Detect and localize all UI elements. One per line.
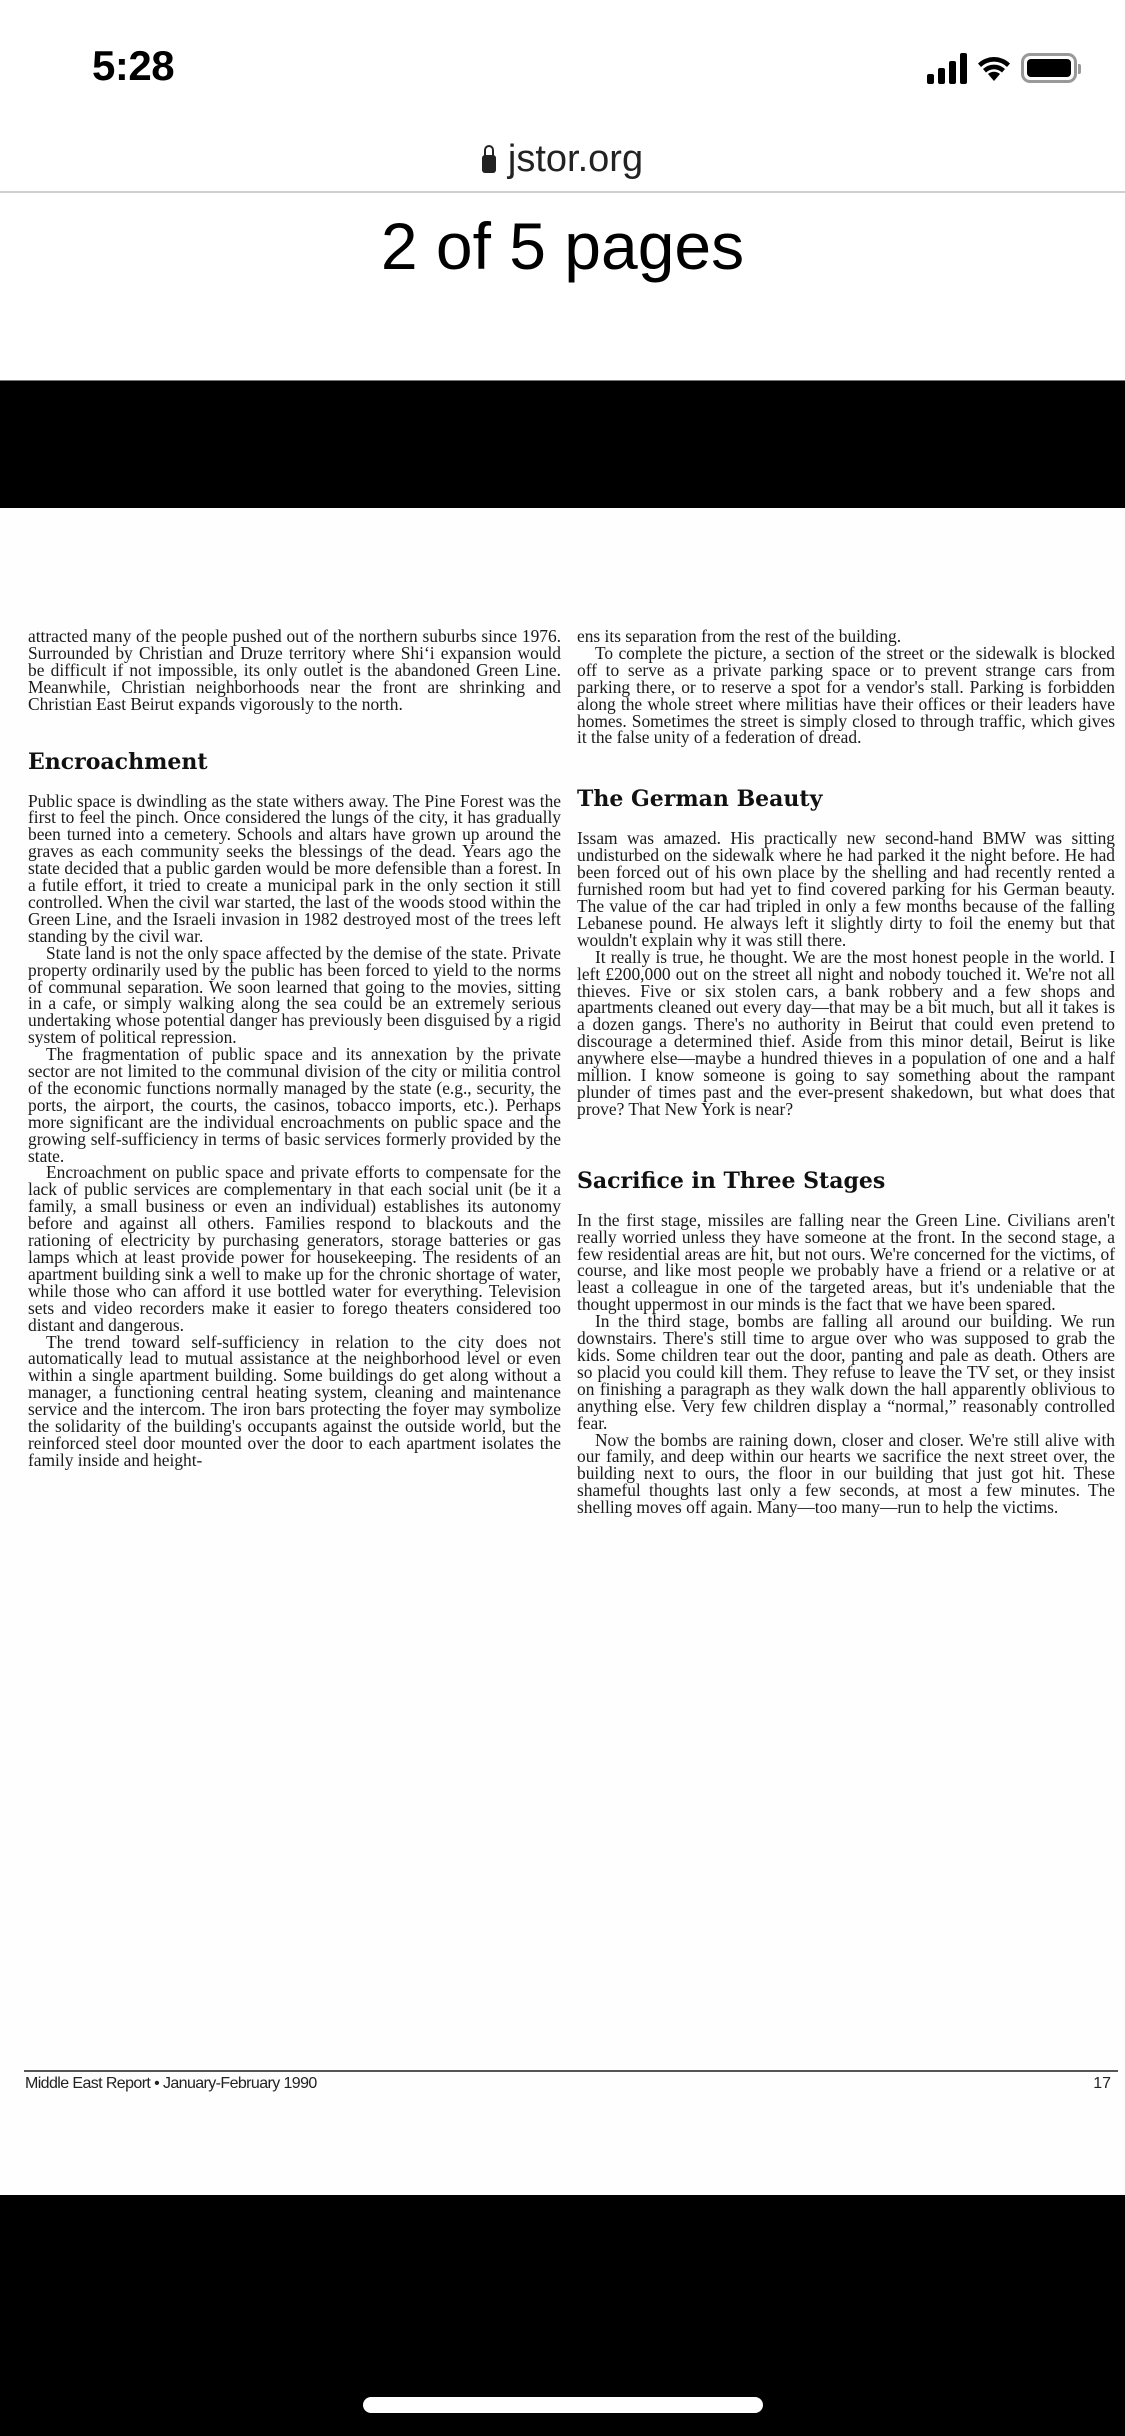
paragraph: Now the bombs are raining down, closer and closer. We're still alive with our family, and deep within our hearts we sacrifice the next street over, the building next to ours, the floor in our building that just got hit. These shameful thoughts last only a few seconds, at most a few minutes. The shelling moves off again. Many—too many—run to help the victims. <box>577 1429 1115 1518</box>
battery-icon <box>1021 53 1077 83</box>
paragraph: To complete the picture, a section of the street or the sidewalk is blocked off to serve as a private parking space or to prevent strange cars from parking there, or to reserve a spot for a vendor's stall. Parking is forbidden along the whole street where militias have their offices or their leaders have homes. Sometimes the street is simply closed to through traffic, which gives it the false unity of a federation of dread. <box>577 642 1115 748</box>
status-icons <box>927 52 1077 84</box>
paragraph: In the third stage, bombs are falling all around our building. We run downstairs. There's still time to argue over who was supposed to grab the kids. Some children tear out the door, panting and pale as death. Others are so placid you could kill them. They refuse to leave the TV set, or they insist on finishing a paragraph as they walk down the hall apparently oblivious to anything else. Very few children display a “normal,” reasonably controlled fear. <box>577 1311 1115 1433</box>
home-indicator[interactable] <box>363 2397 763 2413</box>
footer-page-number: 17 <box>1093 2075 1111 2092</box>
section-heading-sacrifice: Sacrifice in Three Stages <box>577 1167 886 1194</box>
viewer-background-top <box>0 380 1125 509</box>
paragraph: ens its separation from the rest of the building. <box>577 626 902 646</box>
address-bar[interactable] <box>0 128 1125 191</box>
status-bar <box>0 0 1125 130</box>
paragraph: Public space is dwindling as the state withers away. The Pine Forest was the first to feel the pinch. Once considered the lungs of the city, it has gradually been turned into a cemetery. Schools and altars have grown up around the graves as each community seeks the blessings of the dead. Years ago the state decided that a public garden would be more defensible than a forest. In a futile effort, it tried to create a municipal park in the only section it still controlled. When the civil war started, the last of the woods stood within the Green Line, and the Israeli invasion in 1982 destroyed most of the trees left standing by the civil war. <box>28 790 561 946</box>
right-column <box>577 628 1115 1516</box>
paragraph: Issam was amazed. His practically new second-hand BMW was sitting undisturbed on the sidewalk where he had parked it the night before. He had been forced out of his own place by the shelling and had recently rented a furnished room but had yet to find covered parking for his German beauty. The value of the car had tripled in only a few months because of the falling Lebanese pound. He always left it slightly dirty to foil the enemy but that wouldn't explain why it was still there. <box>577 828 1115 950</box>
paragraph: The fragmentation of public space and its annexation by the private sector are not limited to the communal division of the city or militia control of the economic functions normally managed by the state (e.g., security, the ports, the airport, the courts, the casinos, tobacco imports, etc.). Perhaps more significant are the individual encroachments on public space and the growing self-sufficiency in terms of basic services formerly provided by the state. <box>28 1044 561 1166</box>
footer-rule <box>24 2070 1118 2072</box>
document-page[interactable] <box>0 508 1125 2195</box>
cellular-signal-icon <box>927 52 967 84</box>
paragraph: attracted many of the people pushed out of the northern suburbs since 1976. Surrounded by Christian and Druze territory where Shi‘i expansion would be difficult if not impossible, its only outlet is the abandoned Green Line. Meanwhile, Christian neighborhoods near the front are shrinking and Christian East Beirut expands vigorously to the north. <box>28 626 561 714</box>
paragraph: The trend toward self-sufficiency in relation to the city does not automatically lead to mutual assistance at the neighborhood level or even within a single apartment building. Some buildings do get along without a manager, a functioning central heating system, cleaning and maintenance service and the intercom. The iron bars protecting the foyer may symbolize the solidarity of the building's occupants against the outside world, but the reinforced steel door mounted over the door to each apartment isolates the family inside and height- <box>28 1331 561 1470</box>
toolbar-divider <box>0 191 1125 193</box>
url-text: jstor.org <box>507 138 644 180</box>
section-heading-german-beauty: The German Beauty <box>577 786 823 813</box>
page-counter: 2 of 5 pages <box>380 209 745 283</box>
paragraph: Encroachment on public space and private efforts to compensate for the lack of public services are complementary in that each social unit (be it a family, a small business or even an individual) establishes its autonomy before and against all others. Families respond to blackouts and the rationing of electricity by purchasing generators, storage batteries or gas lamps which at least provide power for housekeeping. The residents of an apartment building sink a well to make up for the chronic shortage of water, while those who can afford it use bottled water for everything. Television sets and video recorders make it easier to forego theaters considered too distant and dangerous. <box>28 1162 561 1335</box>
section-heading-encroachment: Encroachment <box>28 748 208 775</box>
paragraph: It really is true, he thought. We are the most honest people in the world. I left £200,000 out on the street all night and nobody touched it. We're not all thieves. Five or six stolen cars, a bank robbery and a few shops and apartments cleaned out every day—that may be a bit much, but all it takes is a dozen gangs. There's no authority in Beirut that could even pretend to discourage a determined thief. Aside from this minor detail, Beirut is like anywhere else—maybe a hundred thieves in a population of one and a half million. I know someone is going to say something about the rampant plunder of times past and the ever-present shakedown, but what does that prove? That New York is near? <box>577 946 1115 1119</box>
left-column <box>28 628 561 1469</box>
paragraph: State land is not the only space affected by the demise of the state. Private property ordinarily used by the public has been forced to yield to the norms of communal separation. We soon learned that going to the movies, sitting in a cafe, or simply walking along the sea could be an extremely serious undertaking whose potential danger has previously been disguised by a rigid system of political repression. <box>28 942 561 1048</box>
status-time: 5:28 <box>92 42 175 89</box>
footer-publication: Middle East Report • January-February 1990 <box>25 2075 317 2092</box>
paragraph: In the first stage, missiles are falling near the Green Line. Civilians aren't really worried unless they have someone at the front. In the second stage, a few residential areas are hit, but not ours. We're concerned for the victims, of course, and like most people we probably have a friend or a relative or at least a colleague in one of the targeted areas, but it's undeniable that the thought uppermost in our minds is the fact that we have been spared. <box>577 1209 1115 1315</box>
wifi-icon <box>977 54 1011 82</box>
lock-icon <box>482 155 496 173</box>
